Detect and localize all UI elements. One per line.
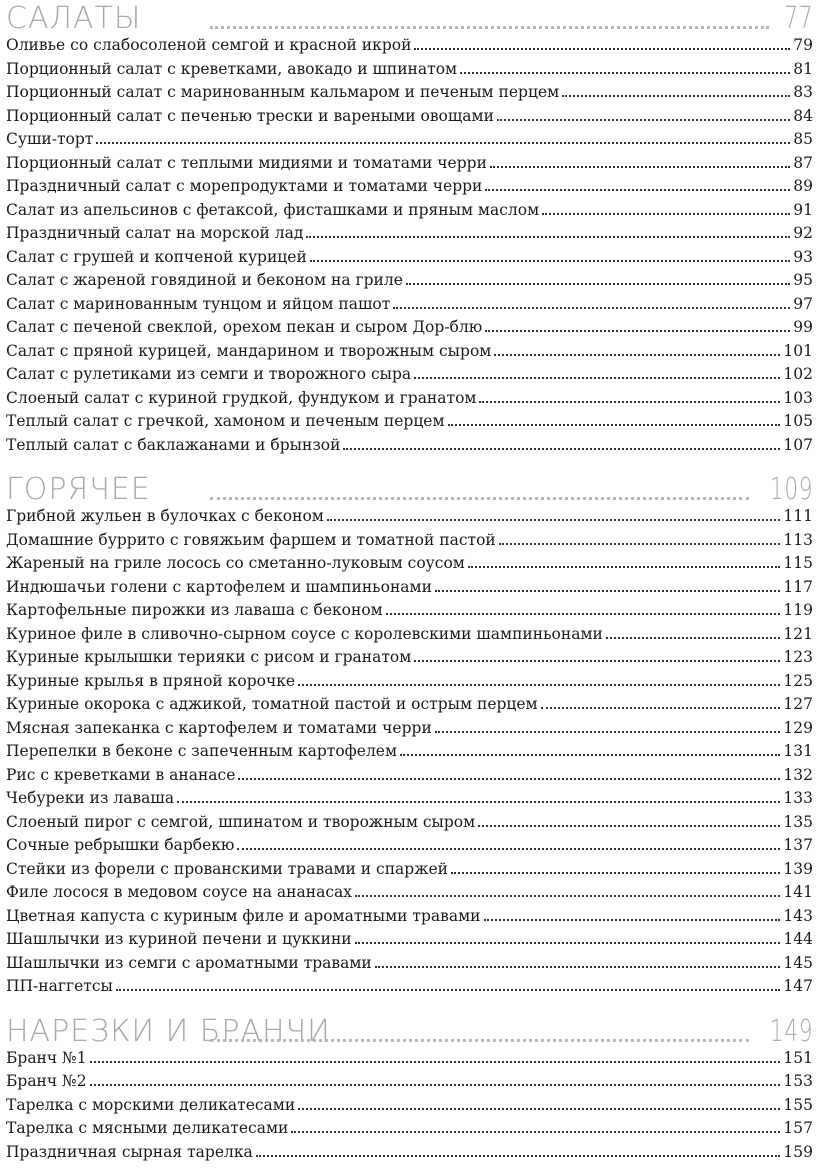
entry-title: Филе лосося в медовом соусе на ананасах <box>6 883 352 901</box>
entry-title: Стейки из форели с прованскими травами и спаржей <box>6 859 448 878</box>
entry-page-number: 131 <box>783 742 813 760</box>
entry-page-number: 132 <box>783 765 813 784</box>
entry-title: Салат с рулетиками из семги и творожного сыра <box>6 365 412 383</box>
entry-page-number: 107 <box>783 435 813 454</box>
entry-title: Праздничный салат с морепродуктами и томатами черри <box>6 177 483 195</box>
entry-page-number: 127 <box>783 695 813 713</box>
entry-leader-dots <box>468 566 781 568</box>
toc-entry[interactable] <box>6 928 813 952</box>
entry-title: Салат с грушей и копченой курицей <box>6 247 307 266</box>
entry-page-number: 95 <box>793 271 813 289</box>
entry-title: Салат с печеной свеклой, орехом пекан и сыром Дор-блю <box>6 318 483 336</box>
toc-entry[interactable] <box>6 623 813 647</box>
entry-title: Рис с креветками в ананасе <box>6 765 236 784</box>
entry-page-number: 141 <box>783 883 813 901</box>
entry-leader-dots <box>177 801 780 803</box>
toc-entry[interactable] <box>6 693 813 717</box>
toc-entry[interactable] <box>6 740 813 764</box>
entry-page-number: 144 <box>783 930 813 948</box>
entry-leader-dots <box>393 307 790 309</box>
entry-title: Куриные крылья в пряной корочке <box>6 671 296 690</box>
entry-page-number: 89 <box>793 177 813 195</box>
section-heading[interactable] <box>6 1013 813 1049</box>
entry-title: Салат с пряной курицей, мандарином и творожным сыром <box>6 341 492 360</box>
entry-page-number: 81 <box>793 59 813 78</box>
section-leader-dots <box>210 1039 749 1042</box>
toc-entry[interactable] <box>6 387 813 411</box>
entry-title: Картофельные пирожки из лаваша с беконом <box>6 601 383 619</box>
entry-title: Бранч №1 <box>6 1048 87 1067</box>
entry-title: Теплый салат с баклажанами и брынзой <box>6 435 341 454</box>
entry-leader-dots <box>497 119 790 121</box>
toc-entry[interactable] <box>6 199 813 223</box>
entry-page-number: 87 <box>793 153 813 172</box>
entry-page-number: 93 <box>793 247 813 266</box>
entry-leader-dots <box>375 966 781 968</box>
entry-page-number: 159 <box>783 1142 813 1161</box>
entry-page-number: 151 <box>783 1048 813 1067</box>
toc-entry[interactable] <box>6 646 813 670</box>
toc-entry[interactable] <box>6 434 813 458</box>
entry-page-number: 153 <box>783 1072 813 1090</box>
entry-page-number: 129 <box>783 718 813 737</box>
entry-title: Порционный салат с маринованным кальмаром и печеным перцем <box>6 83 560 101</box>
entry-leader-dots <box>562 95 790 97</box>
entry-page-number: 147 <box>783 977 813 995</box>
section-heading[interactable] <box>6 472 813 507</box>
entry-title: Грибной жульен в булочках с беконом <box>6 507 324 525</box>
entry-title: Бранч №2 <box>6 1072 87 1090</box>
section-leader-dots <box>210 26 769 29</box>
entry-leader-dots <box>291 1131 780 1133</box>
entry-title: Шашлычки из семги с ароматными травами <box>6 953 372 972</box>
toc-entry[interactable] <box>6 1047 813 1071</box>
entry-title: Теплый салат с гречкой, хамоном и печеным перцем <box>6 412 445 430</box>
entry-page-number: 101 <box>783 341 813 360</box>
entry-leader-dots <box>298 1108 780 1110</box>
entry-leader-dots <box>499 543 781 545</box>
toc-section <box>6 1013 813 1165</box>
section-page-number: 109 <box>769 472 813 507</box>
entry-leader-dots <box>435 731 781 733</box>
section-leader-dots <box>210 497 749 500</box>
entry-page-number: 79 <box>793 36 813 54</box>
entry-leader-dots <box>96 142 790 144</box>
toc-entry[interactable] <box>6 787 813 811</box>
entry-leader-dots <box>238 778 780 780</box>
entry-title: Тарелка с морскими деликатесами <box>6 1095 296 1114</box>
toc-entry[interactable] <box>6 764 813 788</box>
entry-title: Мясная запеканка с картофелем и томатами черри <box>6 718 432 737</box>
entry-leader-dots <box>485 330 790 332</box>
entry-page-number: 111 <box>783 507 813 525</box>
toc-entry[interactable] <box>6 363 813 387</box>
entry-title: Тарелка с мясными деликатесами <box>6 1119 289 1137</box>
entry-title: Праздничный салат на морской лад <box>6 224 304 242</box>
entry-title: Домашние буррито с говяжьим фаршем и томатной пастой <box>6 530 496 549</box>
entry-leader-dots <box>298 684 780 686</box>
entry-title: Куриные окорока с аджикой, томатной пастой и острым перцем <box>6 695 538 713</box>
section-page-number: 149 <box>769 1013 813 1049</box>
toc-entry[interactable] <box>6 834 813 858</box>
entry-page-number: 133 <box>783 789 813 807</box>
entry-title: Индюшачьи голени с картофелем и шампиньонами <box>6 577 432 596</box>
entry-leader-dots <box>414 377 780 379</box>
toc-section <box>6 472 813 999</box>
toc-entry[interactable] <box>6 1117 813 1141</box>
entry-leader-dots <box>435 590 781 592</box>
toc-entry[interactable] <box>6 246 813 270</box>
entry-title: Цветная капуста с куриным филе и ароматными травами <box>6 906 481 925</box>
entry-leader-dots <box>116 989 781 991</box>
toc-entry[interactable] <box>6 340 813 364</box>
entry-page-number: 121 <box>783 624 813 643</box>
entry-page-number: 103 <box>783 388 813 407</box>
entry-title: Сочные ребрышки барбекю <box>6 836 235 854</box>
entry-leader-dots <box>343 448 780 450</box>
toc-entry[interactable] <box>6 58 813 82</box>
entry-page-number: 155 <box>783 1095 813 1114</box>
entry-leader-dots <box>490 166 790 168</box>
entry-page-number: 135 <box>783 812 813 831</box>
entry-title: Куриные крылышки терияки с рисом и гранатом <box>6 648 412 666</box>
entry-title: Жареный на гриле лосось со сметанно-луковым соусом <box>6 554 465 572</box>
entry-title: Перепелки в беконе с запеченным картофелем <box>6 742 398 760</box>
entry-leader-dots <box>237 848 780 850</box>
entry-title: Порционный салат с печенью трески и вареными овощами <box>6 106 494 125</box>
section-spacer <box>6 457 813 471</box>
entry-title: Куриное филе в сливочно-сырном соусе с королевскими шампиньонами <box>6 624 603 643</box>
entry-page-number: 84 <box>793 106 813 125</box>
toc-entry[interactable] <box>6 1141 813 1165</box>
entry-page-number: 119 <box>783 601 813 619</box>
entry-page-number: 92 <box>793 224 813 242</box>
entry-leader-dots <box>414 660 780 662</box>
entry-page-number: 117 <box>783 577 813 596</box>
entry-page-number: 145 <box>783 953 813 972</box>
toc-entry[interactable] <box>6 1094 813 1118</box>
entry-page-number: 139 <box>783 859 813 878</box>
entry-title: Порционный салат с креветками, авокадо и шпинатом <box>6 59 458 78</box>
toc-entry[interactable] <box>6 952 813 976</box>
entry-title: Слоеный салат с куриной грудкой, фундуком и гранатом <box>6 388 477 407</box>
entry-title: Слоеный пирог с семгой, шпинатом и творожным сыром <box>6 812 476 831</box>
toc-entry[interactable] <box>6 128 813 152</box>
toc-entry[interactable] <box>6 81 813 105</box>
section-title: ГОРЯЧЕЕ <box>6 472 151 507</box>
entry-title: Салат с маринованным тунцом и яйцом пашот <box>6 294 391 313</box>
entry-leader-dots <box>541 707 781 709</box>
entry-leader-dots <box>494 354 780 356</box>
entry-title: Чебуреки из лаваша <box>6 789 175 807</box>
toc-entry[interactable] <box>6 269 813 293</box>
table-of-contents <box>6 0 813 1164</box>
entry-leader-dots <box>406 283 790 285</box>
entry-leader-dots <box>414 48 790 50</box>
section-spacer <box>6 999 813 1013</box>
section-title: НАРЕЗКИ И БРАНЧИ <box>6 1013 331 1049</box>
toc-entry[interactable] <box>6 410 813 434</box>
toc-entry[interactable] <box>6 576 813 600</box>
toc-entry[interactable] <box>6 905 813 929</box>
toc-entry[interactable] <box>6 1070 813 1094</box>
toc-entry[interactable] <box>6 105 813 129</box>
entry-leader-dots <box>606 637 781 639</box>
entry-title: Суши-торт <box>6 130 94 148</box>
entry-page-number: 123 <box>783 648 813 666</box>
entry-leader-dots <box>90 1061 781 1063</box>
entry-page-number: 97 <box>793 294 813 313</box>
entry-leader-dots <box>542 213 790 215</box>
entry-leader-dots <box>478 825 780 827</box>
section-page-number: 77 <box>784 1 813 36</box>
entry-leader-dots <box>451 872 780 874</box>
toc-entry[interactable] <box>6 505 813 529</box>
entry-title: Праздничная сырная тарелка <box>6 1142 253 1161</box>
toc-entry[interactable] <box>6 975 813 999</box>
entry-page-number: 99 <box>793 318 813 336</box>
toc-entry[interactable] <box>6 717 813 741</box>
toc-entry[interactable] <box>6 529 813 553</box>
entry-leader-dots <box>479 401 780 403</box>
entry-page-number: 83 <box>793 83 813 101</box>
toc-section <box>6 1 813 457</box>
entry-leader-dots <box>484 919 781 921</box>
entry-leader-dots <box>485 189 790 191</box>
entry-leader-dots <box>306 236 790 238</box>
toc-entry[interactable] <box>6 34 813 58</box>
entry-page-number: 85 <box>793 130 813 148</box>
entry-page-number: 102 <box>783 365 813 383</box>
toc-entry[interactable] <box>6 670 813 694</box>
entry-leader-dots <box>355 942 781 944</box>
entry-leader-dots <box>400 754 780 756</box>
toc-entry[interactable] <box>6 811 813 835</box>
toc-entry[interactable] <box>6 858 813 882</box>
entry-page-number: 115 <box>783 554 813 572</box>
entry-list <box>6 34 813 457</box>
toc-entry[interactable] <box>6 222 813 246</box>
entry-page-number: 105 <box>783 412 813 430</box>
toc-entry[interactable] <box>6 152 813 176</box>
section-title: САЛАТЫ <box>6 1 142 36</box>
toc-entry[interactable] <box>6 599 813 623</box>
entry-title: Салат с жареной говядиной и беконом на гриле <box>6 271 403 289</box>
entry-leader-dots <box>448 424 781 426</box>
entry-list <box>6 505 813 999</box>
entry-list <box>6 1047 813 1165</box>
toc-entry[interactable] <box>6 881 813 905</box>
entry-leader-dots <box>327 519 781 521</box>
entry-page-number: 157 <box>783 1119 813 1137</box>
entry-leader-dots <box>386 613 781 615</box>
entry-leader-dots <box>256 1155 781 1157</box>
toc-entry[interactable] <box>6 293 813 317</box>
entry-leader-dots <box>310 260 790 262</box>
entry-page-number: 113 <box>783 530 813 549</box>
entry-leader-dots <box>90 1084 781 1086</box>
toc-entry[interactable] <box>6 552 813 576</box>
entry-leader-dots <box>460 72 790 74</box>
entry-title: Оливье со слабосоленой семгой и красной икрой <box>6 36 412 54</box>
entry-title: Порционный салат с теплыми мидиями и томатами черри <box>6 153 487 172</box>
entry-title: Салат из апельсинов с фетаксой, фисташками и пряным маслом <box>6 200 540 219</box>
entry-leader-dots <box>355 895 780 897</box>
entry-page-number: 125 <box>783 671 813 690</box>
section-heading[interactable] <box>6 1 813 36</box>
toc-entry[interactable] <box>6 175 813 199</box>
entry-title: ПП-наггетсы <box>6 977 113 995</box>
entry-page-number: 137 <box>783 836 813 854</box>
entry-page-number: 91 <box>793 200 813 219</box>
entry-title: Шашлычки из куриной печени и цуккини <box>6 930 352 948</box>
entry-page-number: 143 <box>783 906 813 925</box>
toc-entry[interactable] <box>6 316 813 340</box>
